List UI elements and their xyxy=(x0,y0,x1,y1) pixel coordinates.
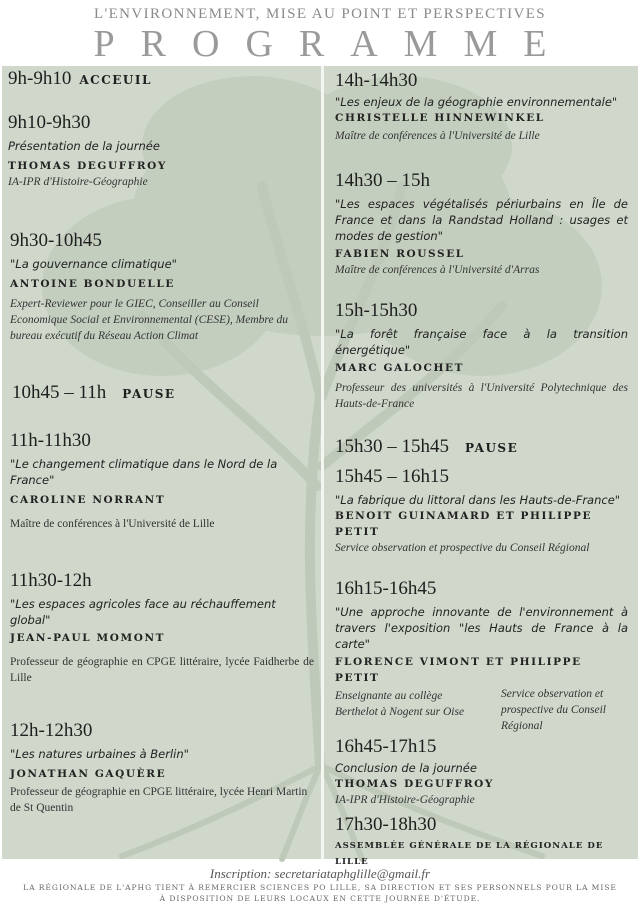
session-time: 14h30 – 15h xyxy=(335,170,430,191)
talk-title: "Les natures urbaines à Berlin" xyxy=(10,747,189,761)
session-time: 16h45-17h15 xyxy=(335,736,437,757)
session-berlin xyxy=(10,720,312,816)
speaker-role: Professeur des universités à l'Université Polytechnique des Hauts-de-France xyxy=(335,382,628,410)
speaker-name: THOMAS DEGUFFROY xyxy=(335,778,494,790)
speaker-name: MARC GALOCHET xyxy=(335,362,465,374)
session-coast xyxy=(335,466,628,556)
talk-title: "La gouvernance climatique" xyxy=(10,257,177,271)
speaker-role: Professeur de géographie en CPGE littéraire, lycée Henri Martin de St Quentin xyxy=(10,786,308,814)
session-tag: ACCEUIL xyxy=(79,73,152,87)
session-time: 15h-15h30 xyxy=(335,300,418,321)
session-time: 17h30-18h30 xyxy=(335,814,437,835)
speaker-name: BENOIT GUINAMARD ET PHILIPPE PETIT xyxy=(335,510,593,538)
session-periurban xyxy=(335,170,628,278)
thanks-note: LA RÉGIONALE DE L'APHG TIENT À REMERCIER SCIENCES PO LILLE, SA DIRECTION ET SES PERSONNELS POUR LA MISE À DISPOSITION DE LEURS LOCAUX EN CETTE JOURNÉE D'ÉTUDE. xyxy=(23,883,617,903)
session-opening xyxy=(8,112,320,190)
session-time: 12h-12h30 xyxy=(10,720,93,741)
speaker-role-florence: Enseignante au collège Berthelot à Nogent sur Oise xyxy=(335,690,465,718)
talk-title: "Les espaces végétalisés périurbains en Île de France et dans la Randstad Holland : usages et modes de gestion" xyxy=(335,197,628,243)
talk-title: "Le changement climatique dans le Nord de la France" xyxy=(10,457,278,487)
session-time: 15h45 – 16h15 xyxy=(335,466,449,487)
session-time: 9h10-9h30 xyxy=(8,112,91,133)
header-subtitle: L'ENVIRONNEMENT, MISE AU POINT ET PERSPECTIVES xyxy=(93,6,547,22)
session-time: 9h-9h10 xyxy=(8,68,72,89)
speaker-role: Expert-Reviewer pour le GIEC, Conseiller au Conseil Economique Social et Environnemental (CESE), Membre du bureau exécutif du Réseau Action Climat xyxy=(10,298,288,342)
speaker-name: JONATHAN GAQUÈRE xyxy=(10,768,167,780)
session-climate-north xyxy=(10,430,314,532)
speaker-name: CHRISTELLE HINNEWINKEL xyxy=(335,112,545,124)
session-time: 11h30-12h xyxy=(10,570,92,591)
inscription-email: Inscription: secretariataphglille@gmail.fr xyxy=(209,866,431,881)
session-time: 15h30 – 15h45 xyxy=(335,436,449,457)
speaker-name: FABIEN ROUSSEL xyxy=(335,248,465,260)
column-divider xyxy=(321,66,324,859)
session-time: 14h-14h30 xyxy=(335,70,418,91)
session-forest xyxy=(335,300,628,412)
session-welcome xyxy=(8,68,320,91)
session-exhibition xyxy=(335,578,628,738)
talk-title: "Les enjeux de la géographie environnementale" xyxy=(335,95,618,109)
talk-title: Présentation de la journée xyxy=(8,139,160,153)
talk-title: "La forêt française face à la transition énergétique" xyxy=(335,327,628,357)
session-break xyxy=(12,382,320,405)
speaker-name: FLORENCE VIMONT ET PHILIPPE PETIT xyxy=(335,656,582,684)
session-time: 11h-11h30 xyxy=(10,430,91,451)
session-tag: PAUSE xyxy=(465,441,519,455)
speaker-role: Service observation et prospective du Conseil Régional xyxy=(335,542,590,554)
speaker-name: CAROLINE NORRANT xyxy=(10,494,166,506)
session-conclusion xyxy=(335,736,628,808)
session-time: 16h15-16h45 xyxy=(335,578,437,599)
speaker-role: IA-IPR d'Histoire-Géographie xyxy=(335,794,475,806)
talk-title: "Les espaces agricoles face au réchauffement global" xyxy=(10,597,276,627)
session-time: 10h45 – 11h xyxy=(12,382,107,403)
page-title: PROGRAMME xyxy=(93,23,573,65)
speaker-role: IA-IPR d'Histoire-Géographie xyxy=(8,176,148,188)
speaker-role: Maître de conférences à l'Université de Lille xyxy=(10,518,215,530)
speaker-role: Maître de conférences à l'Université de Lille xyxy=(335,130,540,142)
session-tag: ASSEMBLÉE GÉNÉRALE DE LA RÉGIONALE DE LILLE xyxy=(335,841,604,867)
talk-title: "Une approche innovante de l'environnement à travers l'exposition "les Hauts de France à la carte" xyxy=(335,605,628,651)
talk-title: "La fabrique du littoral dans les Hauts-de-France" xyxy=(335,493,621,507)
session-time: 9h30-10h45 xyxy=(10,230,102,251)
speaker-name: THOMAS DEGUFFROY xyxy=(8,160,167,172)
session-governance xyxy=(10,230,312,344)
speaker-role-philippe: Service observation et prospective du Conseil Régional xyxy=(501,688,606,732)
speaker-name: ANTOINE BONDUELLE xyxy=(10,278,175,290)
talk-title: Conclusion de la journée xyxy=(335,761,477,775)
session-tag: PAUSE xyxy=(122,387,176,401)
speaker-role: Professeur de géographie en CPGE littéraire, lycée Faidherbe de Lille xyxy=(10,656,314,684)
session-break-afternoon xyxy=(335,436,638,459)
session-assembly xyxy=(335,814,634,870)
speaker-name: JEAN-PAUL MOMONT xyxy=(10,632,166,644)
session-geo-env xyxy=(335,70,630,144)
speaker-role: Maître de conférences à l'Université d'Arras xyxy=(335,264,540,276)
session-agriculture xyxy=(10,570,314,686)
programme-panel xyxy=(2,66,638,867)
